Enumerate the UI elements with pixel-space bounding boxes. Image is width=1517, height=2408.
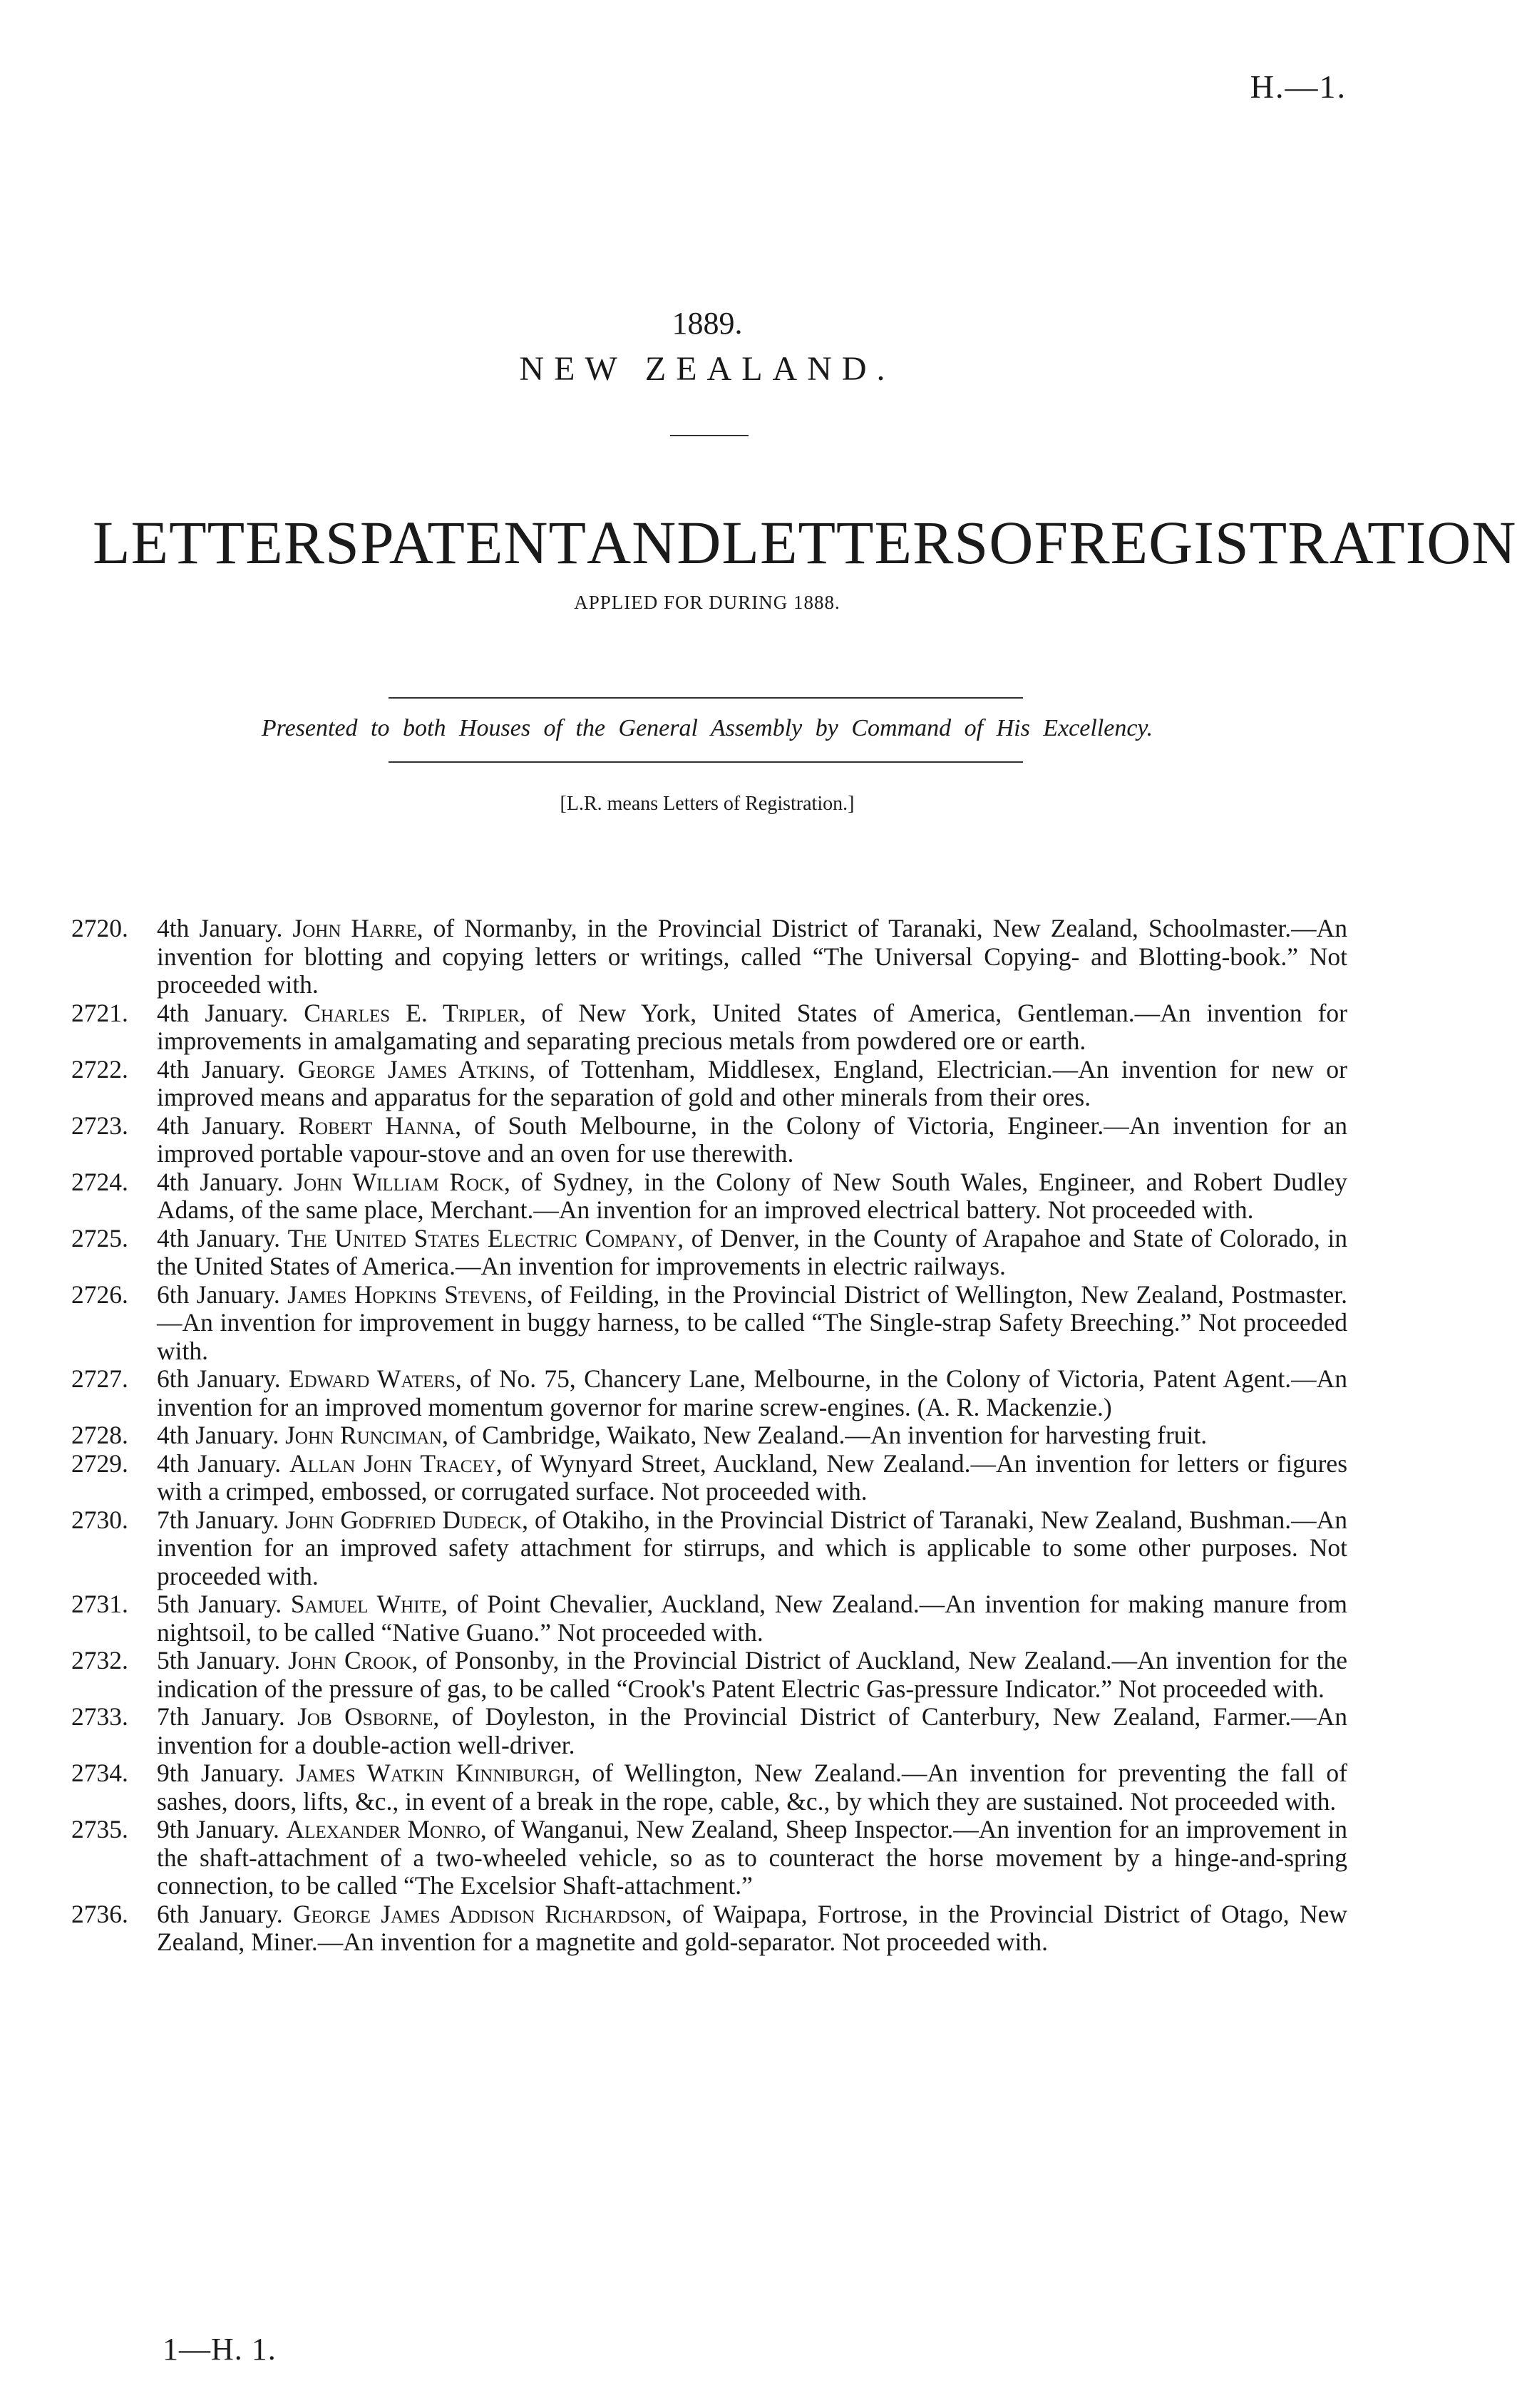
registration-note: [L.R. means Letters of Registration.]	[560, 793, 855, 815]
entry-date: 4th January.	[157, 998, 289, 1027]
entry-number: 2723.	[71, 1111, 128, 1140]
entry-number: 2726.	[71, 1280, 128, 1309]
patent-entry	[71, 1112, 1347, 1168]
applicant-name: Allan John Tracey	[289, 1449, 496, 1478]
patent-entry	[71, 1590, 1347, 1647]
entry-number: 2731.	[71, 1590, 128, 1618]
entry-date: 5th January.	[157, 1590, 282, 1618]
entry-description: , of Denver, in the County of Arapahoe and State of Colorado, in the United States of America.—An invention for improvements in electric railways.	[157, 1223, 1347, 1280]
entry-description: , of South Melbourne, in the Colony of Victoria, Engineer.—An invention for an improved portable vapour-stove and an oven for use therewith.	[157, 1111, 1347, 1168]
patent-entry	[71, 1647, 1347, 1703]
entry-number: 2722.	[71, 1054, 128, 1084]
entry-description: , of Sydney, in the Colony of New South Wales, Engineer, and Robert Dudley Adams, of the same place, Merchant.—An invention for an improved electrical battery. Not proceeded with.	[157, 1167, 1348, 1224]
ornament-rule	[670, 435, 749, 436]
applicant-name: Alexander Monro	[286, 1815, 480, 1843]
entry-description: , of Otakiho, in the Provincial District of Taranaki, New Zealand, Bushman.—An invention for an improved safety attachment for stirrups, and which is applicable to some other purposes. Not proceeded with.	[157, 1505, 1348, 1590]
patent-entry	[71, 1168, 1347, 1225]
title-word: REGISTRATION	[1069, 508, 1517, 577]
patent-entry	[71, 915, 1347, 999]
entry-date: 4th January.	[157, 914, 283, 942]
entry-date: 4th January.	[157, 1111, 286, 1140]
applicant-name: John Godfried Dudeck	[285, 1505, 523, 1534]
title-word: OF	[989, 508, 1069, 577]
presented-line: Presented to both Houses of the General Assembly by Command of His Excellency.	[261, 715, 1153, 741]
applicant-name: The United States Electric Company	[287, 1223, 678, 1252]
patent-entry	[71, 1365, 1347, 1421]
entry-description: , of Ponsonby, in the Provincial District of Auckland, New Zealand.—An invention for the indication of the pressure of gas, to be called “Crook's Patent Electric Gas-pressure Indicator.” Not proceeded with.	[157, 1646, 1347, 1703]
applicant-name: John Harre	[292, 914, 417, 942]
entry-date: 6th January.	[157, 1899, 283, 1928]
applicant-name: Charles E. Tripler	[304, 998, 520, 1027]
applicant-name: John Runciman	[285, 1421, 443, 1449]
patent-entry	[71, 1703, 1347, 1759]
applicant-name: John William Rock	[294, 1167, 504, 1196]
entry-number: 2730.	[71, 1505, 128, 1534]
footer-signature: 1—H. 1.	[163, 2332, 277, 2367]
patent-entry	[71, 1900, 1347, 1957]
patent-entry	[71, 1225, 1347, 1281]
entry-number: 2721.	[71, 998, 128, 1027]
entry-description: , of Waipapa, Fortrose, in the Provincial District of Otago, New Zealand, Miner.—An invention for a magnetite and gold-separator. Not proceeded with.	[157, 1899, 1348, 1956]
title-word: LETTERS	[721, 508, 989, 577]
entry-number: 2728.	[71, 1421, 128, 1449]
entry-date: 6th January.	[157, 1280, 280, 1309]
entry-date: 4th January.	[157, 1167, 284, 1196]
entry-date: 5th January.	[157, 1646, 281, 1674]
applicant-name: John Crook	[288, 1646, 412, 1674]
entry-date: 6th January.	[157, 1364, 281, 1393]
entry-number: 2736.	[71, 1899, 128, 1928]
title-word: LETTERS	[93, 508, 360, 577]
entry-number: 2735.	[71, 1815, 128, 1843]
applicant-name: Job Osborne	[297, 1702, 433, 1731]
rule-top	[389, 697, 1023, 699]
entry-number: 2729.	[71, 1449, 128, 1478]
applicant-name: Samuel White	[290, 1590, 442, 1618]
patent-entry	[71, 1281, 1347, 1366]
entry-date: 4th January.	[157, 1449, 282, 1478]
applicant-name: George James Addison Richardson	[293, 1899, 666, 1928]
entry-date: 4th January.	[157, 1223, 280, 1252]
patent-entry	[71, 999, 1347, 1056]
title-word: PATENT	[359, 508, 587, 577]
page-ref: H.—1.	[1250, 68, 1347, 105]
patent-entry	[71, 1421, 1347, 1450]
entry-description: , of No. 75, Chancery Lane, Melbourne, in the Colony of Victoria, Patent Agent.—An invention for an improved momentum governor for marine screw-engines. (A. R. Mackenzie.)	[157, 1364, 1347, 1421]
applicant-name: James Watkin Kinniburgh	[296, 1759, 575, 1787]
entry-description: , of Point Chevalier, Auckland, New Zealand.—An invention for making manure from nightsoil, to be called “Native Guano.” Not proceeded with.	[157, 1590, 1347, 1647]
entry-description: , of Normanby, in the Provincial District of Taranaki, New Zealand, Schoolmaster.—An invention for blotting and copying letters or writings, called “The Universal Copying- and Blotting-book.” Not proceeded with.	[157, 914, 1348, 999]
entry-description: , of Wanganui, New Zealand, Sheep Inspector.—An invention for an improvement in the shaft-attachment of a two-wheeled vehicle, so as to counteract the horse movement by a hinge-and-spring connection, to be called “The Excelsior Shaft-attachment.”	[157, 1815, 1348, 1900]
entry-description: , of Feilding, in the Provincial District of Wellington, New Zealand, Postmaster.—An invention for improvement in buggy harness, to be called “The Single-strap Safety Breeching.” Not proceeded with.	[157, 1280, 1347, 1365]
subtitle: APPLIED FOR DURING 1888.	[574, 592, 840, 613]
entry-description: , of Cambridge, Waikato, New Zealand.—An invention for harvesting fruit.	[442, 1421, 1208, 1449]
entry-date: 4th January.	[157, 1421, 279, 1449]
entry-date: 7th January.	[157, 1505, 279, 1534]
entry-number: 2732.	[71, 1646, 128, 1674]
entry-number: 2727.	[71, 1364, 128, 1393]
main-title	[93, 508, 1517, 577]
entry-description: , of Tottenham, Middlesex, England, Electrician.—An invention for new or improved means and apparatus for the separation of gold and other minerals from their ores.	[157, 1054, 1347, 1111]
title-word: AND	[587, 508, 722, 577]
entry-date: 9th January.	[157, 1759, 284, 1787]
patent-entry	[71, 1056, 1347, 1112]
patent-entry	[71, 1450, 1347, 1506]
patent-entry	[71, 1816, 1347, 1900]
entry-date: 7th January.	[157, 1702, 285, 1731]
entries-list	[71, 915, 1347, 1957]
entry-description: , of Doyleston, in the Provincial District of Canterbury, New Zealand, Farmer.—An invention for a double-action well-driver.	[157, 1702, 1347, 1759]
entry-date: 9th January.	[157, 1815, 279, 1843]
entry-number: 2725.	[71, 1223, 128, 1252]
applicant-name: Robert Hanna	[298, 1111, 456, 1140]
patent-entry	[71, 1759, 1347, 1816]
year: 1889.	[672, 306, 743, 341]
rule-bottom	[389, 761, 1023, 763]
entry-number: 2734.	[71, 1759, 128, 1787]
entry-number: 2720.	[71, 914, 128, 942]
entry-number: 2724.	[71, 1167, 128, 1196]
entry-description: , of Wellington, New Zealand.—An invention for preventing the fall of sashes, doors, lifts, &c., in event of a break in the rope, cable, &c., by which they are sustained. Not proceeded with.	[157, 1759, 1347, 1816]
applicant-name: Edward Waters	[288, 1364, 456, 1393]
entry-date: 4th January.	[157, 1054, 285, 1084]
entry-number: 2733.	[71, 1702, 128, 1731]
country: NEW ZEALAND.	[519, 350, 895, 388]
applicant-name: James Hopkins Stevens	[287, 1280, 527, 1309]
entry-description: , of New York, United States of America, Gentleman.—An invention for improvements in amalgamating and separating precious metals from powdered ore or earth.	[157, 998, 1347, 1055]
entry-description: , of Wynyard Street, Auckland, New Zealand.—An invention for letters or figures with a crimped, embossed, or corrugated surface. Not proceeded with.	[157, 1449, 1348, 1506]
patent-entry	[71, 1506, 1347, 1591]
applicant-name: George James Atkins	[297, 1054, 530, 1084]
